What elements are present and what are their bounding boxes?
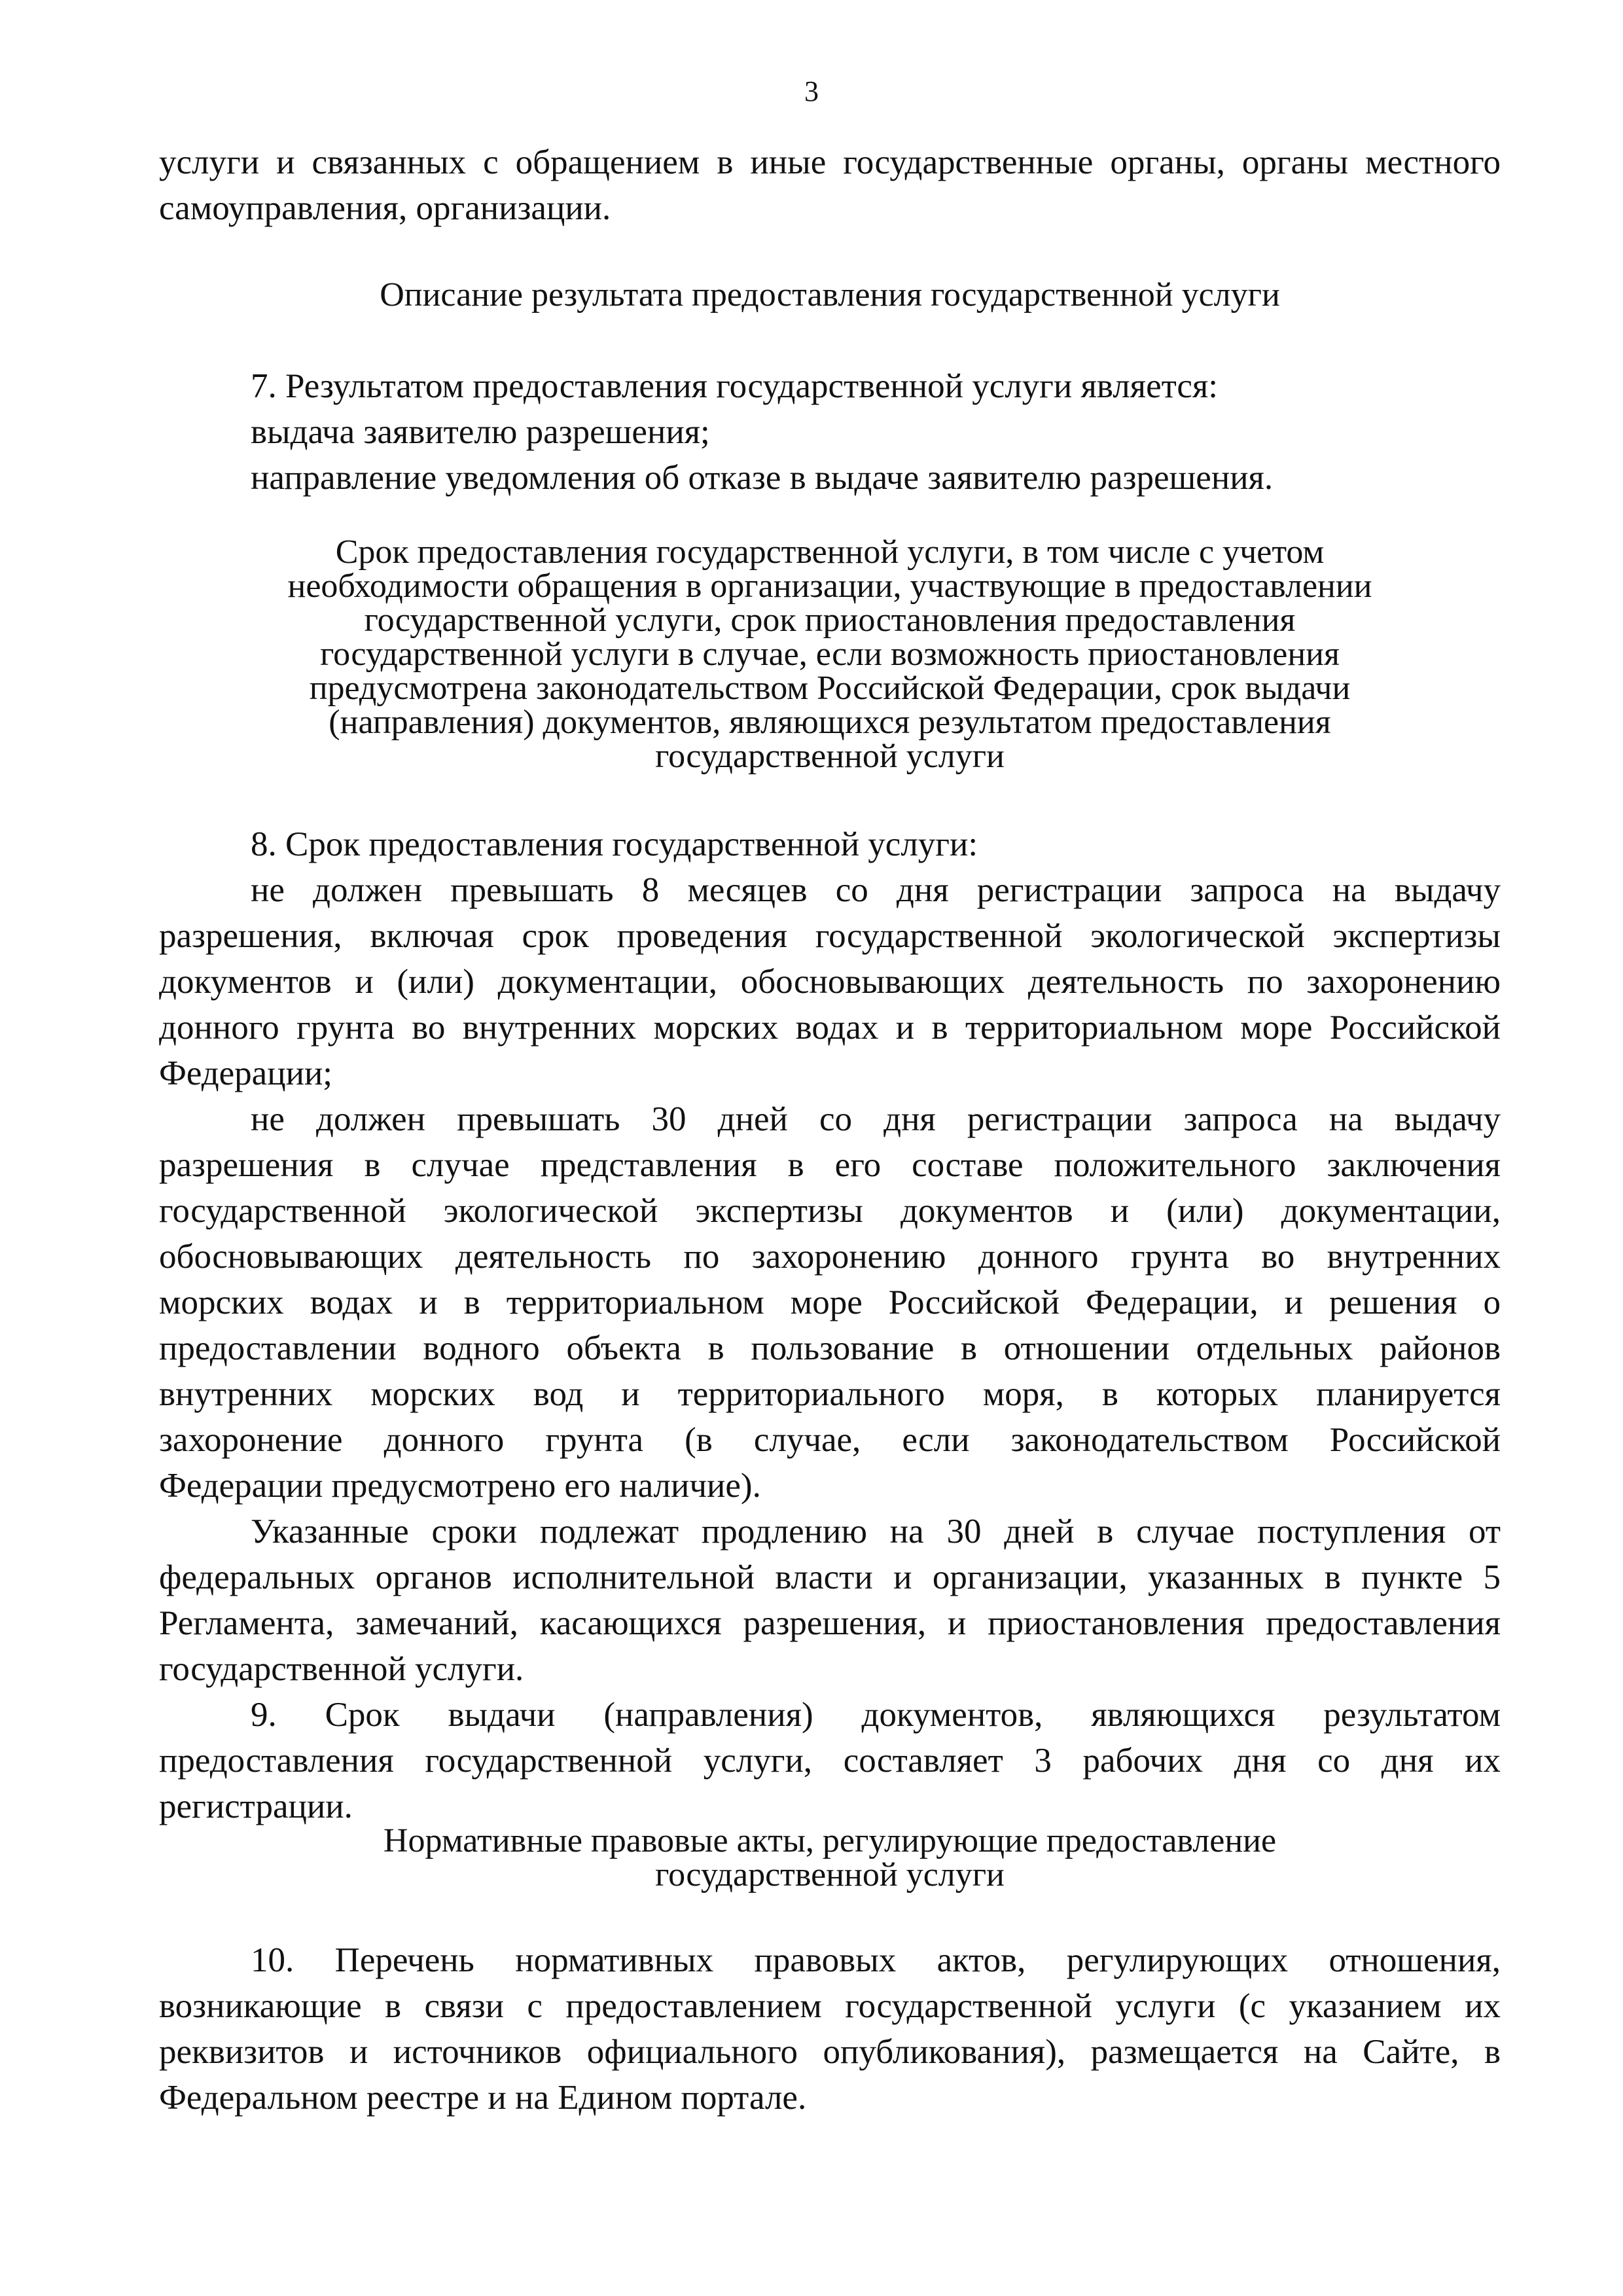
item-8-para3-line: федеральных органов исполнительной власти и организации, указанных в пункте 5: [159, 1558, 1501, 1596]
continuation-paragraph: [159, 139, 1501, 231]
item-7: [159, 363, 1501, 501]
item-8-para2-line: внутренних морских вод и территориального моря, в которых планируется: [159, 1375, 1501, 1413]
item-8-para2-line: обосновывающих деятельность по захоронению донного грунта во внутренних: [159, 1238, 1501, 1276]
section-heading-acts: [159, 1824, 1501, 1892]
item-8-para2-line: не должен превышать 30 дней со дня регистрации запроса на выдачу: [251, 1100, 1501, 1138]
heading-line: Срок предоставления государственной услуги, в том числе с учетом: [335, 533, 1325, 571]
item-8-para3-line: государственной услуги.: [159, 1650, 524, 1688]
heading-line: государственной услуги, срок приостановления предоставления: [364, 601, 1296, 639]
paragraph-line: самоуправления, организации.: [159, 189, 611, 227]
item-7-line: выдача заявителю разрешения;: [251, 413, 710, 451]
section-heading-term: [159, 535, 1501, 774]
item-10-line: возникающие в связи с предоставлением государственной услуги (с указанием их: [159, 1987, 1501, 2025]
heading-line: (направления) документов, являющихся результатом предоставления: [329, 704, 1331, 741]
item-8-para1-line: не должен превышать 8 месяцев со дня регистрации запроса на выдачу: [251, 871, 1501, 909]
item-7-line: направление уведомления об отказе в выдаче заявителю разрешения.: [251, 459, 1274, 497]
item-8-para2-line: Федерации предусмотрено его наличие).: [159, 1467, 761, 1505]
paragraph-line: услуги и связанных с обращением в иные государственные органы, органы местного: [159, 143, 1501, 181]
item-8-para2-line: морских водах и в территориальном море Российской Федерации, и решения о: [159, 1283, 1501, 1321]
item-8-para1-line: донного грунта во внутренних морских водах и в территориальном море Российской: [159, 1009, 1501, 1047]
item-7-intro: 7. Результатом предоставления государственной услуги является:: [251, 367, 1219, 405]
item-10: [159, 1937, 1501, 2121]
heading-line: Нормативные правовые акты, регулирующие предоставление: [383, 1822, 1277, 1859]
heading-line: государственной услуги: [655, 738, 1005, 775]
item-8-para3-line: Регламента, замечаний, касающихся разрешения, и приостановления предоставления: [159, 1604, 1501, 1642]
heading-line: Описание результата предоставления государственной услуги: [380, 276, 1280, 314]
item-9-line: предоставления государственной услуги, составляет 3 рабочих дня со дня их: [159, 1742, 1501, 1780]
item-10-line: реквизитов и источников официального опубликования), размещается на Сайте, в: [159, 2033, 1501, 2071]
item-8-para1-line: разрешения, включая срок проведения государственной экологической экспертизы: [159, 917, 1501, 955]
item-8-para2-line: предоставлении водного объекта в пользование в отношении отдельных районов: [159, 1329, 1501, 1367]
item-8-intro: 8. Срок предоставления государственной услуги:: [251, 825, 978, 863]
heading-line: предусмотрена законодательством Российской Федерации, срок выдачи: [309, 670, 1351, 707]
item-9-line: регистрации.: [159, 1787, 353, 1825]
item-8-para1-line: документов и (или) документации, обосновывающих деятельность по захоронению: [159, 963, 1501, 1001]
page-number: 3: [804, 75, 819, 107]
heading-line: необходимости обращения в организации, участвующие в предоставлении: [287, 567, 1372, 605]
item-10-line: Федеральном реестре и на Едином портале.: [159, 2079, 807, 2117]
item-8-para2-line: захоронение донного грунта (в случае, если законодательством Российской: [159, 1421, 1501, 1459]
heading-line: государственной услуги: [655, 1856, 1005, 1893]
heading-line: государственной услуги в случае, если возможность приостановления: [320, 636, 1340, 673]
item-8-para3-line: Указанные сроки подлежат продлению на 30 дней в случае поступления от: [251, 1513, 1501, 1551]
item-8: [159, 821, 1501, 1829]
section-heading-result: [159, 274, 1501, 317]
item-8-para2-line: государственной экологической экспертизы документов и (или) документации,: [159, 1192, 1501, 1230]
item-8-para1-line: Федерации;: [159, 1054, 333, 1092]
item-8-para2-line: разрешения в случае представления в его составе положительного заключения: [159, 1146, 1501, 1184]
item-10-line: 10. Перечень нормативных правовых актов, регулирующих отношения,: [251, 1941, 1501, 1979]
item-9-line: 9. Срок выдачи (направления) документов, являющихся результатом: [251, 1696, 1501, 1734]
